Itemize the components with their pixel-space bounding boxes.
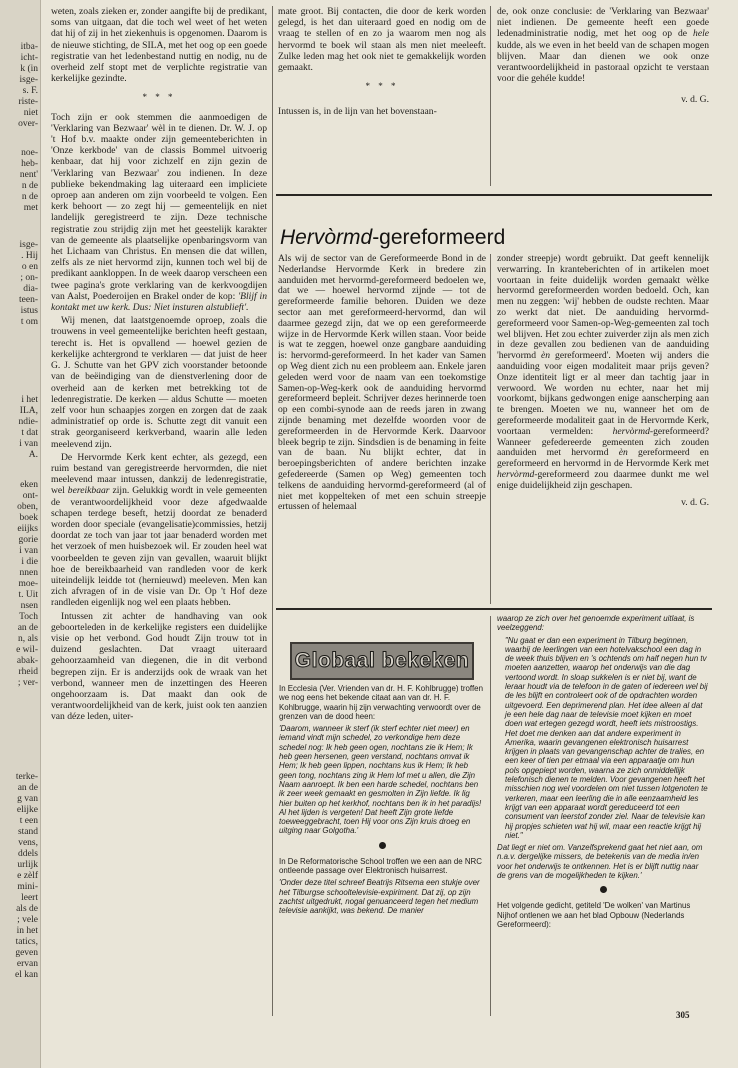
tilburg-quote: "Nu gaat er dan een experiment in Tilburg beginnen, waarbij de leerlingen van een hotelvakschool een dag in de week thuis blijven en 's ochtends om half negen hun tv moeten aanzetten, waarop het onderwijs van die dag vertoond wordt. In sloap sukkelen is er niet bij, want de leraar houdt via de telefoon in de gaten of iedereen wel bij de les blijft en controleert ook of de opdrachten worden uitgevoerd. Een deprimerend plan. Het idee alleen al dat je een hele dag naar de televisie moet kijken en moet doen wat ertegen gezegd wordt, heeft iets mistroostigs. Het doet me denken aan dat andere experiment in Amerika, waarin gevangenen elektronisch huisarrest krijgen in plaats van gevangenschap achter de tralies, en een keer of tien per etmaal via een apparaatje om hun pols opgepiept worden, waarna ze zich onmiddellijk telefonisch dienen te melden. Voor gevangenen heeft het misschien nog wel voordelen om niet tussen lotgenoten te verkeren, maar een leerling die in alle eenzaamheid les krijgt van een apparaat wordt gereduceerd tot een consument van leerstof zonder ziel. Naar de televisie kan hij propjes schieten wat hij wil, maar een reactie krijgt hij niet.": [505, 635, 708, 840]
gutter-fragment: o en: [21, 262, 38, 272]
text: Toch zijn er ook stemmen die aanmoedigen de 'Verklaring van Bezwaar' wèl in te dienen. Dr. W. J. op 't Hof b.v. maakte onder zijn gemeenteberichten in 'Onze kerkbode' van de classis Bommel uitvoerig kenbaar, dat hij voor zichzelf en zijn gezin de 'Verklaring van Bezwaar' zou indienen. In deze publieke bekendmaking lag uiteraard een impliciete oproep aan anderen om zijn voorbeeld te volgen. Een kerk behoort — zo zegt hij — gemeentelijk en niet landelijk geregistreerd te zijn. Deze technische registratie zou strijdig zijn met het geestelijk karakter van de gemeente als plaatselijke openbaringsvorm van het Lichaam van Christus. En mensen die dat willen, zelfs als ze niet hervormd zijn, kunnen toch wel bij de predikant aankloppen. In de week daarop verscheen een twee pagina's grote verklaring van de kerkvoogdijen van Aalst, Poederoijen en Brakel onder de kop:: [51, 111, 267, 302]
paragraph: Intussen zit achter de handhaving van ook geboorteleden in de kerkelijke registers een duidelijke visie op het verbond. God houdt Zijn trouw tot in duizend geslachten. Dat vraagt uiteraard gehoorzaamheid van diegenen, die in dit verbond begrepen zijn. Er is anderzijds ook de wraak van het verbond, wanneer men de inzettingen des Heeren ongehoorzaam is. Dat maakt dan ook de verantwoordelijkheid van de kerk, juist ook ten aanzien van déze leden, uiter-: [51, 610, 267, 723]
gutter-fragment: icht-: [20, 53, 38, 63]
emphasis: èn: [618, 447, 628, 459]
paragraph: Als wij de sector van de Gereformeerde Bond in de Nederlandse Hervormde Kerk in bredere zin aanduiden met hervormd-gereformeerd bedoelen we, dat we — hoewel hervormd zijnde — tot de gereformeerde familie behoren. Duiden we deze sector aan met gereformeerd-hervormd, dan wil daarmee gezegd zijn, dat we op een gereformeerde wijze in de Hervormde Kerk willen staan. Voor beide is wat te zeggen, hoewel onze gangbare aanduiding is: hervormd-gereformeerd. In het kader van Samen op Weg dient zich nu een probleem aan. Enkele jaren geleden werd voor de naam van een toekomstige Samen-op-Weg-kerk ook de aanduiding hervormd gereformeerd bepleit. Schrijver dezes herinnerde toen op een combi-synode aan de reeds jaren in zwang zijnde benaming met dezelfde woorden voor de gereformeerden in de Hervormde Kerk. Daarvoor bleek begrip te zijn. Sindsdien is de benaming in feite van de baan. Nu blijkt echter, dat in beroepingsberichten of andere berichten inzake gefedereerde (Samen op Weg) gemeenten toch telkens de aanduiding hervormd-gereformeerd (al of niet met koppelteken of met een schuin streepje ertussen of helemaal: [278, 253, 486, 513]
gutter-fragment: stand: [17, 827, 38, 837]
gutter-fragment: ; on-: [20, 273, 38, 283]
gutter-fragment: ddels: [17, 849, 38, 859]
gutter-fragment: . Hij: [21, 251, 38, 261]
gutter-fragment: niet: [23, 108, 38, 118]
gutter-fragment: A.: [28, 450, 38, 460]
gutter-fragment: t om: [20, 317, 38, 327]
emphasis: bereikbaar: [67, 485, 110, 497]
gutter-fragment: itba-: [20, 42, 38, 52]
column-2-top: [278, 6, 486, 120]
gutter-fragment: abak-: [16, 656, 38, 666]
gutter-fragment: i die: [21, 557, 38, 567]
gutter-fragment: mini-: [17, 882, 38, 892]
gutter-fragment: noe-: [21, 148, 38, 158]
gutter-fragment: e zèlf: [17, 871, 38, 881]
gutter-fragment: i van: [19, 439, 38, 449]
text: zonder streepje) wordt gebruikt. Dat geeft kennelijk verwarring. In kranteberichten of in artikelen moet voortaan in feite duidelijk worden gemaakt wèlke hervormd gereformeerden worden bedoeld. Och, kan men nu zeggen: 'wij' hebben de oudste rechten. Maar zo werkt dat niet. De aanduiding hervormd-gereformeerd voor Samen-op-Weg-gemeenten zal toch wel blijven. Het zou echter zuiverder zijn als men zich in deze gevallen zou bedienen van de aanduiding 'hervormd: [497, 253, 709, 362]
gutter-fragment: heb-: [21, 159, 38, 169]
column-3-top: [497, 6, 709, 106]
column-divider: [490, 616, 491, 1016]
globaal-bekeken-heading-box: [290, 642, 474, 680]
globaal-bekeken-heading: Globaal bekeken: [294, 649, 470, 672]
globaal-left-column: [279, 684, 485, 919]
gutter-fragment: dia-: [23, 284, 38, 294]
section-separator: * * *: [142, 92, 176, 103]
quoted-heading: 'Blijf in kontakt met uw kerk. Dus: Niet insturen alstublieft'.: [51, 290, 267, 314]
gutter-fragment: isge-: [19, 75, 38, 85]
left-page-gutter: [0, 0, 41, 1068]
author-signature: v. d. G.: [681, 496, 709, 508]
bullet-separator: [379, 842, 386, 849]
gutter-fragment: in het: [16, 926, 38, 936]
gutter-fragment: ndie-: [18, 417, 38, 427]
gutter-fragment: moe-: [18, 579, 38, 589]
column-divider: [490, 254, 491, 604]
bullet-separator: [600, 886, 607, 893]
section-separator: * * *: [365, 81, 399, 92]
gutter-fragment: t een: [19, 816, 38, 826]
title-rest: -gereformeerd: [372, 226, 506, 249]
emphasis: èn: [541, 350, 551, 362]
gutter-fragment: istus: [20, 306, 38, 316]
gutter-fragment: t. Uit: [18, 590, 38, 600]
gutter-fragment: over-: [18, 119, 38, 129]
quote: 'Onder deze titel schreef Beatrijs Ritsema een stukje over het Tilburgse schooltelevisie-expiriment. Dat zij, op zijn zachtst uitgedrukt, nogal genuanceerd tegen het medium televisie aankijkt, was bekend. De manier: [279, 878, 480, 916]
gutter-fragment: n de: [21, 192, 38, 202]
article2-right-column: [497, 254, 709, 508]
gutter-fragment: ont-: [22, 491, 38, 501]
gutter-fragment: ; ver-: [17, 678, 38, 688]
gutter-fragment: n de: [21, 181, 38, 191]
gutter-fragment: i van: [19, 546, 38, 556]
emphasis: hervòrmd: [497, 468, 535, 480]
text: kudde, als we even in het beeld van de schapen mogen blijven. Maar dan dienen we ook onze verantwoordelijkheid in pastoraal opzicht te verstaan voor die gehéle kudde!: [497, 39, 709, 85]
emphasis: hele: [693, 28, 709, 40]
kohlbrugge-quote: 'Daarom, wanneer ik sterf (ik sterf echter niet meer) en iemand vindt mijn schedel, zo verkondige hem deze schedel nog: Ik heb geen ogen, nochtans zie ik Hem; Ik heb geen hersenen, geen verstand, nochtans omvat ik Hem; Ik heb geen lippen, nochtans kus ik Hem; Ik heb geen tong, nochtans zing ik Hem lof met u allen, die Zijn Naam aanroept. Ik ben een harde schedel, nochtans ben ik zeer week gemaakt en gesmolten in Zijn liefde. Ik lig hier buiten op het kerkhof, nochtans ben ik in het paradijs! Al het lijden is vergeten! Dat heeft Zijn grote liefde toeweeggebracht, toen Hij voor ons Zijn kruis droeg en uitging naar Golgotha.': [279, 724, 482, 836]
gutter-fragment: nent': [19, 170, 38, 180]
title-italic: Hervòrmd: [280, 226, 373, 249]
gutter-fragment: als de: [16, 904, 38, 914]
gutter-fragment: elijke: [16, 805, 38, 815]
page-number: 305: [676, 1010, 690, 1020]
gutter-fragment: ervan: [16, 959, 38, 969]
section-rule: [276, 194, 712, 196]
column-divider: [490, 6, 491, 186]
gutter-fragment: rheid: [18, 667, 38, 677]
paragraph: mate groot. Bij contacten, die door de kerk worden gelegd, is het dan uiteraard goed en nodig om de vraag te stellen of en zo ja waarom men nog als hervormd te boek wil staan als men niet meeleeft. Zulke leden mag het ook niet te gemakkelijk worden gemaakt.: [278, 6, 486, 74]
gutter-fragment: vens,: [18, 838, 38, 848]
paragraph: [497, 6, 709, 84]
gutter-fragment: isge-: [19, 240, 38, 250]
text: -gereformeerd zou daarmee dunkt me wel enige duidelijkheid zijn geschapen.: [497, 468, 709, 491]
gutter-fragment: terke-: [15, 772, 38, 782]
gutter-fragment: oben,: [17, 502, 38, 512]
article2-left-column: [278, 254, 486, 515]
gutter-fragment: leert: [21, 893, 38, 903]
gutter-fragment: riste-: [18, 97, 38, 107]
gutter-fragment: k (in: [20, 64, 38, 74]
paragraph: Het volgende gedicht, getiteld 'De wolken' van Martinus Nijhof ontlenen we aan het blad Opbouw (Nederlands Gereformeerd):: [497, 901, 691, 929]
gutter-fragment: met: [23, 203, 38, 213]
text: gereformeerd en gereformeerd en hervormd in de Hervormde Kerk met: [497, 447, 709, 470]
gutter-fragment: eiijks: [17, 524, 38, 534]
paragraph: weten, zoals zieken er, zonder aangifte bij de predikant, soms van uitgaan, dat die toch wel weet of het weten dat hij of zij in het ziekenhuis is opgenomen. Daarom is de nieuwe stichting, de SILA, met het oog op een goede registratie van het ledenbestand nuttig en nodig, nu de overheid zelf stopt met de verplichte registratie van kerkelijke gezindte.: [51, 6, 267, 85]
paragraph: [497, 254, 709, 492]
text: de, ook onze conclusie: de 'Verklaring van Bezwaar' niet indienen. De gemeente heeft een goede ledenadministratie nodig, met het oog op de: [497, 6, 709, 40]
text: -gereformeerd? Wanneer gefedereerde gemeenten zich zouden aanduiden met hervormd: [497, 425, 709, 459]
gutter-fragment: g van: [17, 794, 38, 804]
gutter-fragment: teen-: [19, 295, 38, 305]
gutter-fragment: s. F.: [22, 86, 38, 96]
gutter-fragment: Toch: [19, 612, 38, 622]
gutter-fragment: e wil-: [16, 645, 38, 655]
paragraph: In De Reformatorische School troffen we een aan de NRC ontleende passage over Elektronisch huisarrest.: [279, 856, 482, 876]
paragraph: In Ecclesia (Ver. Vrienden van dr. H. F. Kohlbrugge) troffen we nog eens het bekende citaat aan van dr. H. F. Kohlbrugge, waarin hij zijn verwachting verwoordt over de grenzen van de dood heen:: [279, 684, 483, 721]
paragraph: [51, 452, 267, 609]
gutter-fragment: urlijk: [17, 860, 38, 870]
gutter-fragment: eken: [20, 480, 38, 490]
gutter-fragment: t dat: [21, 428, 38, 438]
author-signature: v. d. G.: [681, 94, 709, 106]
gutter-fragment: ; vele: [17, 915, 38, 925]
text: gereformeerd'. Moeten wij anders die aanduiding voor eigen modaliteit maar prijs geven? Onze identiteit ligt er al meer dan tachtig jaar in verwoord. We worden nu echter, naar het mij voorkomt, bijkans gedwongen enige aanscherping aan te brengen. Moeten we nu, wanneer het om de gereformeerde modaliteit gaat in de Hervormde Kerk, voortaan vermelden:: [497, 350, 709, 437]
gutter-fragment: nsen: [20, 601, 38, 611]
paragraph: Intussen is, in de lijn van het bovenstaan-: [278, 106, 437, 118]
gutter-fragment: geven: [15, 948, 38, 958]
gutter-fragment: boek: [19, 513, 38, 523]
column-1: [51, 6, 267, 725]
gutter-fragment: gorie: [18, 535, 38, 545]
gutter-fragment: tatics,: [15, 937, 38, 947]
paragraph: Dat liegt er niet om. Vanzelfsprekend gaat het niet aan, om n.a.v. dergelijke missers, de betekenis van de media in/en voor het onderwijs te ontkennen. Het is er blijft nuttig naar de grens van de mogelijkheden te kijken.': [497, 843, 703, 881]
globaal-right-column: [497, 614, 709, 932]
paragraph: Wij menen, dat laatstgenoemde oproep, zoals die trouwens in veel gemeentelijke berichten heeft gestaan, terecht is. Het is opvallend — hoewel gezien de kerkelijke achtergrond te verklaren — dat juist de heer G. J. Schutte van het GPV zich voorstander betoonde van de beëindiging van de dienstverlening door de overheid aan de kerken met betrekking tot de ledenregistratie. De kerken — aldus Schutte — moeten zelf voor hun schaapjes zorgen en zorgen dat de zaak administratief op orde is. Schutte zegt dit vanuit een strak georganiseerd kerkverband, waarin alle leden meelevend zijn.: [51, 315, 267, 450]
article-title: [280, 226, 505, 250]
gutter-fragment: an de: [17, 783, 38, 793]
gutter-fragment: nnen: [19, 568, 38, 578]
gutter-fragment: ILA,: [19, 406, 38, 416]
section-rule: [276, 608, 712, 610]
column-divider: [272, 6, 273, 1016]
gutter-fragment: an de: [17, 623, 38, 633]
emphasis: hervòrmd: [612, 425, 650, 437]
gutter-fragment: el kan: [15, 970, 38, 980]
text: De Hervormde Kerk kent echter, als gezegd, een ruim bestand van geregistreerde hervormden, die niet meelevend maar intussen, dankzij de ledenregistratie, wel: [51, 451, 267, 497]
text: zijn. Gelukkig wordt in vele gemeenten de verantwoordelijkheid voor deze afgedwaalde schapen terdege beseft, hetzij doordat ze benaderd worden door speciale (evangelisatie)commissies, hetzij doordat ze toch van jaar tot jaar benaderd worden met het verzoek of men huisbezoek wil. Er zouden heel wat voorbeelden te geven zijn van gevallen, waaruit blijkt hoe de bereikbaarheid van randleden voor de kerk uiteindelijk leidde tot (hernieuwd) meeleven. Men kan zich afvragen of in de visie van Dr. Op 't Hof deze randleden eigenlijk nog wel een plaats hebben.: [51, 485, 267, 609]
gutter-fragment: i het: [21, 395, 38, 405]
gutter-fragment: n, als: [17, 634, 38, 644]
paragraph: waarop ze zich over het genoemde experiment uitlaat, is veelzeggend:: [497, 614, 695, 633]
paragraph: [51, 112, 267, 314]
